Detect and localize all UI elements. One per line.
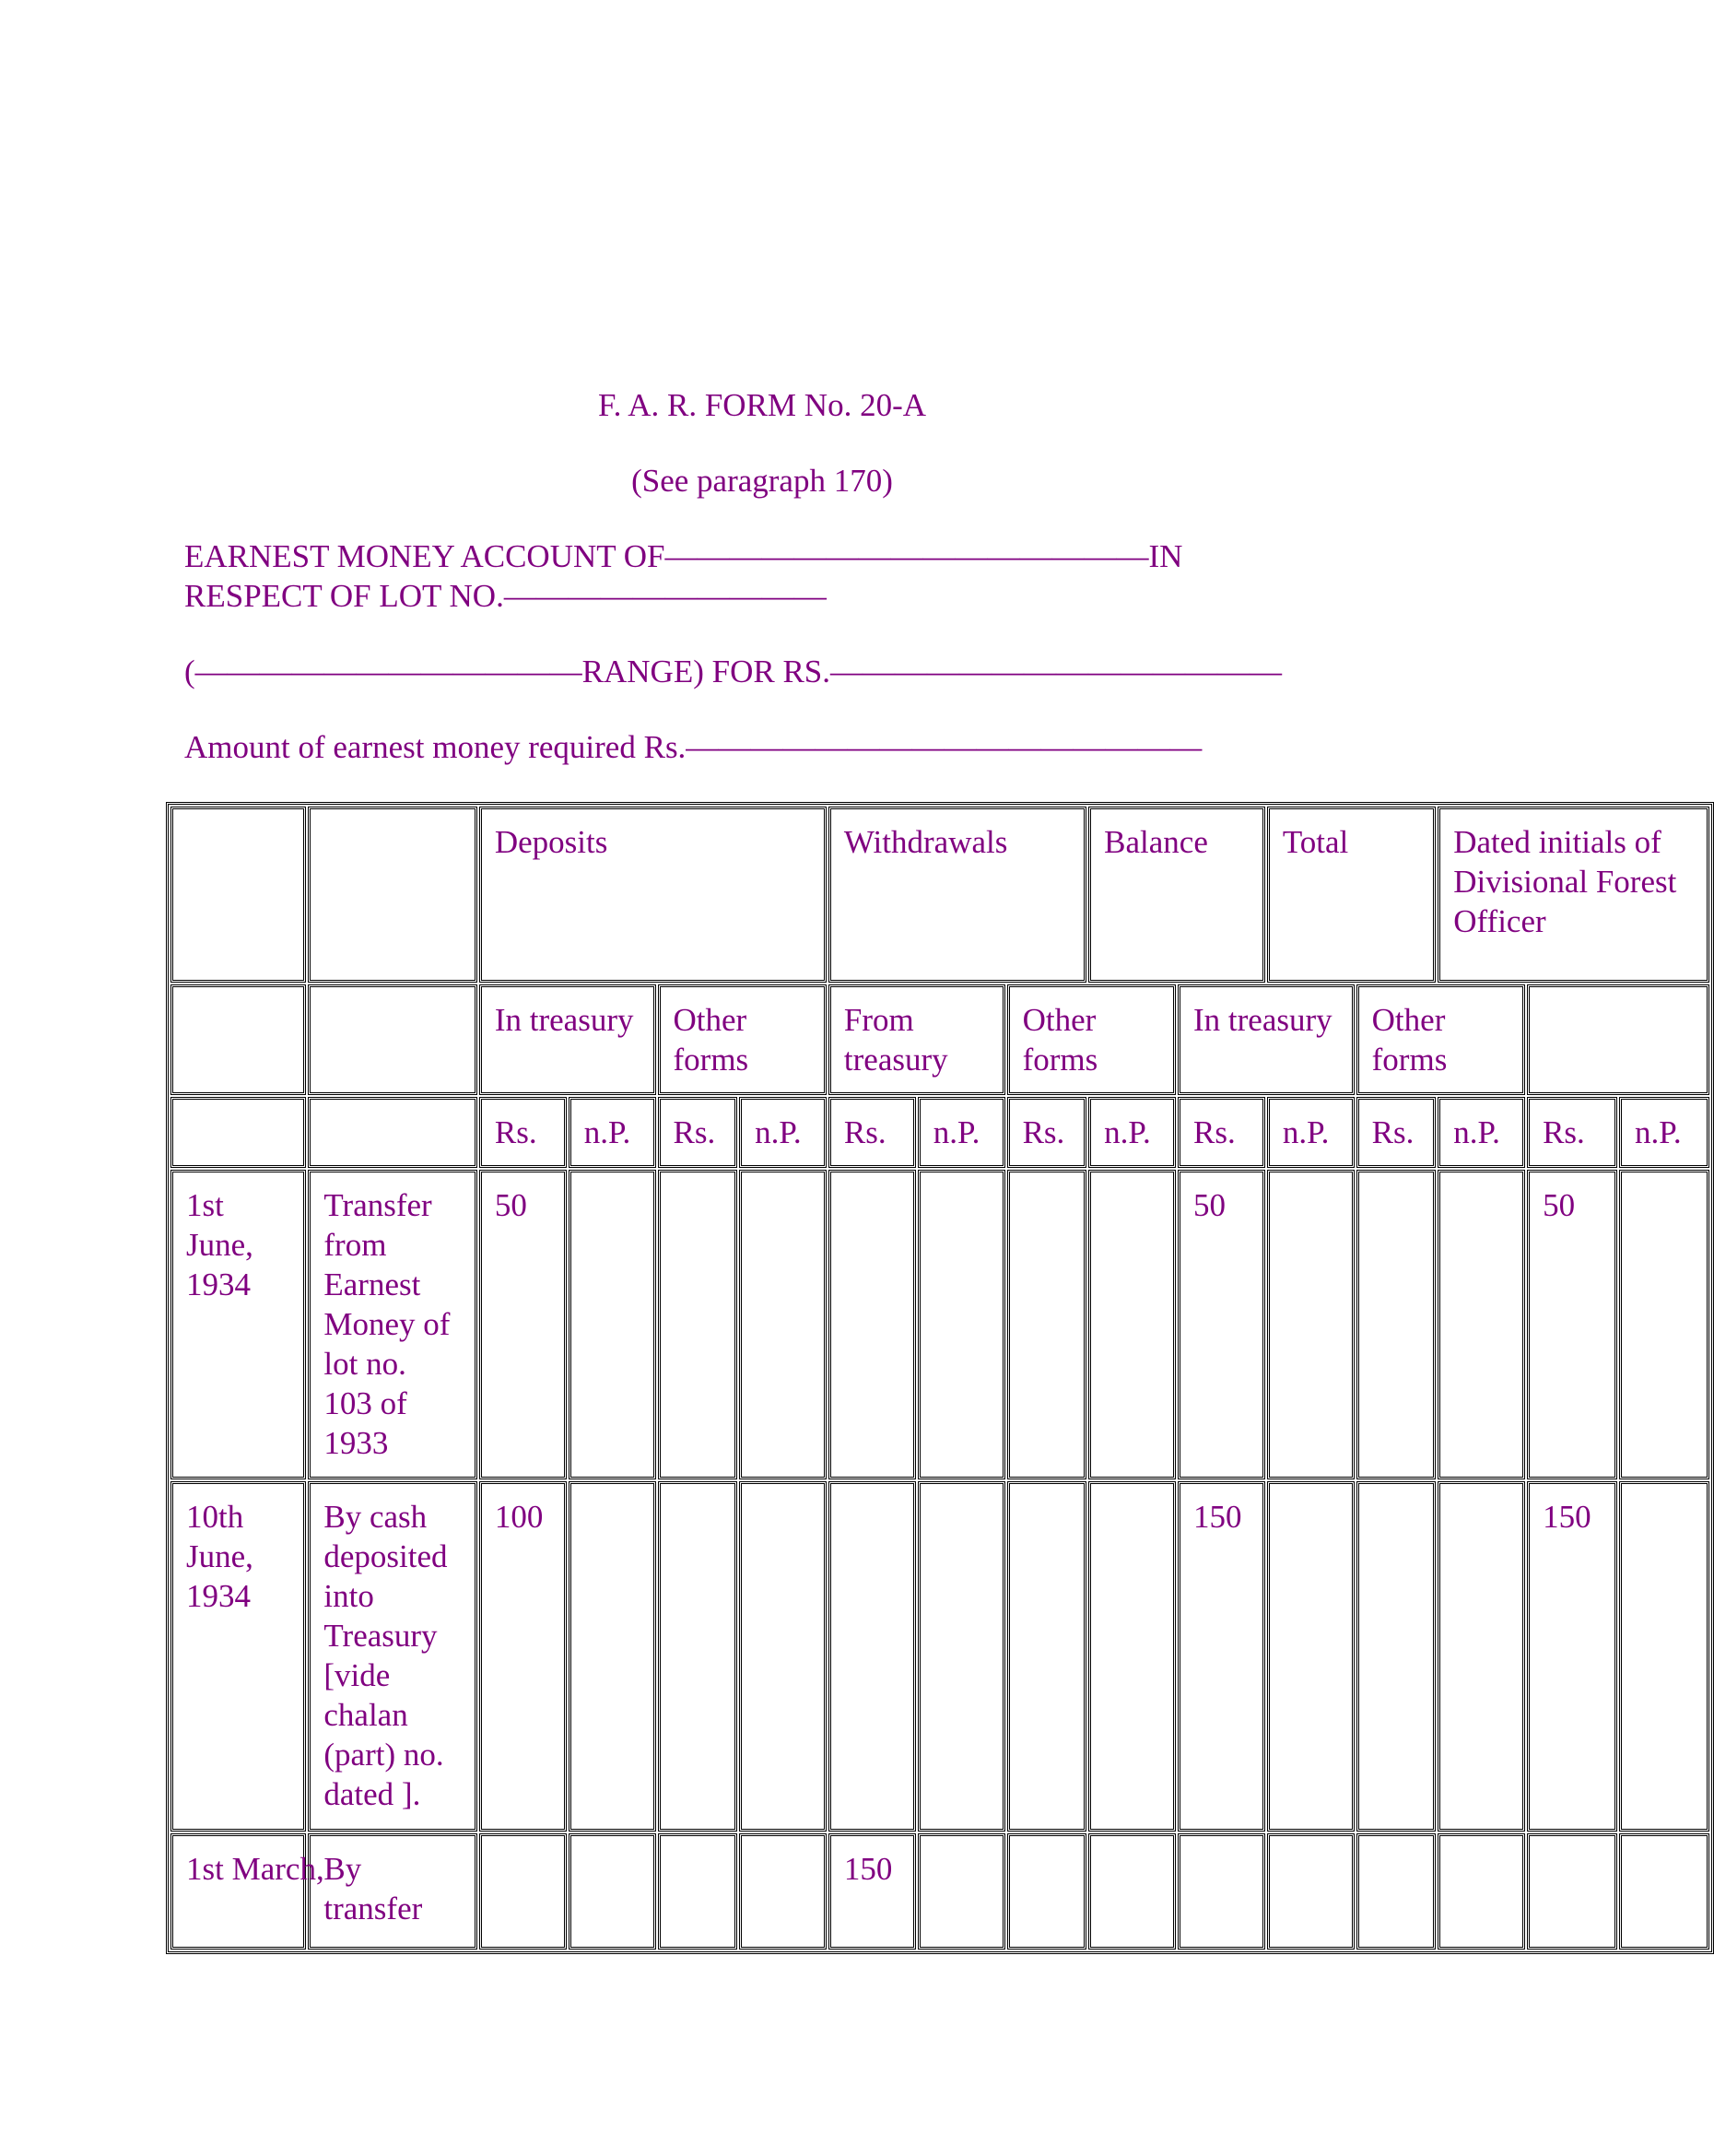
subheader-deposits-in-treasury: In treasury bbox=[479, 984, 656, 1095]
unit-np: n.P. bbox=[1088, 1097, 1176, 1168]
row-date: 1st June, 1934 bbox=[170, 1170, 306, 1479]
unit-rs: Rs. bbox=[828, 1097, 916, 1168]
row-particulars: By transfer bbox=[308, 1833, 476, 1950]
account-heading-line-2: RESPECT OF LOT NO.—————————— bbox=[184, 578, 827, 614]
empty-cell bbox=[828, 1481, 916, 1832]
empty-cell bbox=[918, 1833, 1005, 1950]
empty-cell bbox=[739, 1170, 827, 1479]
unit-rs: Rs. bbox=[479, 1097, 567, 1168]
empty-cell bbox=[569, 1170, 656, 1479]
units-header-row bbox=[170, 1097, 1709, 1168]
header-balance: Balance bbox=[1088, 807, 1265, 983]
empty-cell bbox=[1007, 1833, 1087, 1950]
header-total: Total bbox=[1267, 807, 1436, 983]
row-date: 10th June, 1934 bbox=[170, 1481, 306, 1832]
account-heading-line-1: EARNEST MONEY ACCOUNT OF———————————————IN bbox=[184, 538, 1183, 574]
empty-cell bbox=[658, 1481, 738, 1832]
unit-rs: Rs. bbox=[1007, 1097, 1087, 1168]
unit-np: n.P. bbox=[739, 1097, 827, 1168]
empty-cell bbox=[1007, 1481, 1087, 1832]
empty-cell bbox=[1088, 1481, 1176, 1832]
table-row bbox=[170, 1170, 1709, 1479]
earnest-money-ledger-table bbox=[166, 802, 1714, 1954]
subheader-balance-other-forms: Other forms bbox=[1356, 984, 1525, 1095]
row-particulars: By cash deposited into Treasury [vide chalan (part) no. dated ]. bbox=[308, 1481, 476, 1832]
empty-cell bbox=[1178, 1833, 1265, 1950]
range-line: (————————————RANGE) FOR RS.—————————————— bbox=[184, 654, 1283, 689]
empty-cell bbox=[569, 1481, 656, 1832]
unit-np: n.P. bbox=[1267, 1097, 1355, 1168]
subheader-blank-particulars bbox=[308, 984, 476, 1095]
subheader-blank-total bbox=[1527, 984, 1709, 1095]
empty-cell bbox=[1438, 1481, 1525, 1832]
subheader-withdrawals-from-treasury: From treasury bbox=[828, 984, 1005, 1095]
sub-header-row bbox=[170, 984, 1709, 1095]
units-blank-particulars bbox=[308, 1097, 476, 1168]
empty-cell bbox=[658, 1833, 738, 1950]
ledger-table-container bbox=[166, 802, 1682, 1941]
empty-cell bbox=[1527, 1833, 1617, 1950]
subheader-withdrawals-other-forms: Other forms bbox=[1007, 984, 1176, 1095]
header-blank-date bbox=[170, 807, 306, 983]
empty-cell bbox=[1356, 1833, 1437, 1950]
total-rs-cell: 150 bbox=[1527, 1481, 1617, 1832]
deposit-treasury-rs-cell: 50 bbox=[479, 1170, 567, 1479]
empty-cell bbox=[1619, 1833, 1709, 1950]
unit-np: n.P. bbox=[1619, 1097, 1709, 1168]
balance-treasury-rs-cell: 150 bbox=[1178, 1481, 1265, 1832]
empty-cell bbox=[1088, 1833, 1176, 1950]
unit-np: n.P. bbox=[1438, 1097, 1525, 1168]
withdrawal-treasury-rs-cell: 150 bbox=[828, 1833, 916, 1950]
form-subtitle: (See paragraph 170) bbox=[631, 463, 893, 499]
empty-cell bbox=[1438, 1833, 1525, 1950]
deposit-treasury-rs-cell: 100 bbox=[479, 1481, 567, 1832]
balance-treasury-rs-cell: 50 bbox=[1178, 1170, 1265, 1479]
empty-cell bbox=[658, 1170, 738, 1479]
empty-cell bbox=[1007, 1170, 1087, 1479]
empty-cell bbox=[739, 1481, 827, 1832]
total-rs-cell: 50 bbox=[1527, 1170, 1617, 1479]
unit-rs: Rs. bbox=[658, 1097, 738, 1168]
empty-cell bbox=[1356, 1170, 1437, 1479]
subheader-balance-in-treasury: In treasury bbox=[1178, 984, 1355, 1095]
empty-cell bbox=[739, 1833, 827, 1950]
unit-rs: Rs. bbox=[1178, 1097, 1265, 1168]
empty-cell bbox=[1438, 1170, 1525, 1479]
header-dated-initials: Dated initials of Divisional Forest Officer bbox=[1438, 807, 1709, 983]
header-withdrawals: Withdrawals bbox=[828, 807, 1086, 983]
row-date: 1st March, bbox=[170, 1833, 306, 1950]
unit-rs: Rs. bbox=[1356, 1097, 1437, 1168]
amount-required-line: Amount of earnest money required Rs.———————————————— bbox=[184, 729, 1203, 765]
empty-cell bbox=[1267, 1833, 1355, 1950]
empty-cell bbox=[479, 1833, 567, 1950]
subheader-deposits-other-forms: Other forms bbox=[658, 984, 827, 1095]
empty-cell bbox=[1267, 1481, 1355, 1832]
empty-cell bbox=[569, 1833, 656, 1950]
empty-cell bbox=[1356, 1481, 1437, 1832]
header-blank-particulars bbox=[308, 807, 476, 983]
header-deposits: Deposits bbox=[479, 807, 827, 983]
unit-np: n.P. bbox=[918, 1097, 1005, 1168]
empty-cell bbox=[1619, 1481, 1709, 1832]
subheader-blank-date bbox=[170, 984, 306, 1095]
table-row bbox=[170, 1833, 1709, 1950]
table-row bbox=[170, 1481, 1709, 1832]
empty-cell bbox=[918, 1481, 1005, 1832]
empty-cell bbox=[828, 1170, 916, 1479]
units-blank-date bbox=[170, 1097, 306, 1168]
unit-np: n.P. bbox=[569, 1097, 656, 1168]
form-title: F. A. R. FORM No. 20-A bbox=[597, 387, 926, 423]
group-header-row bbox=[170, 807, 1709, 983]
empty-cell bbox=[1267, 1170, 1355, 1479]
empty-cell bbox=[1619, 1170, 1709, 1479]
empty-cell bbox=[918, 1170, 1005, 1479]
empty-cell bbox=[1088, 1170, 1176, 1479]
row-particulars: Transfer from Earnest Money of lot no. 103 of 1933 bbox=[308, 1170, 476, 1479]
unit-rs: Rs. bbox=[1527, 1097, 1617, 1168]
